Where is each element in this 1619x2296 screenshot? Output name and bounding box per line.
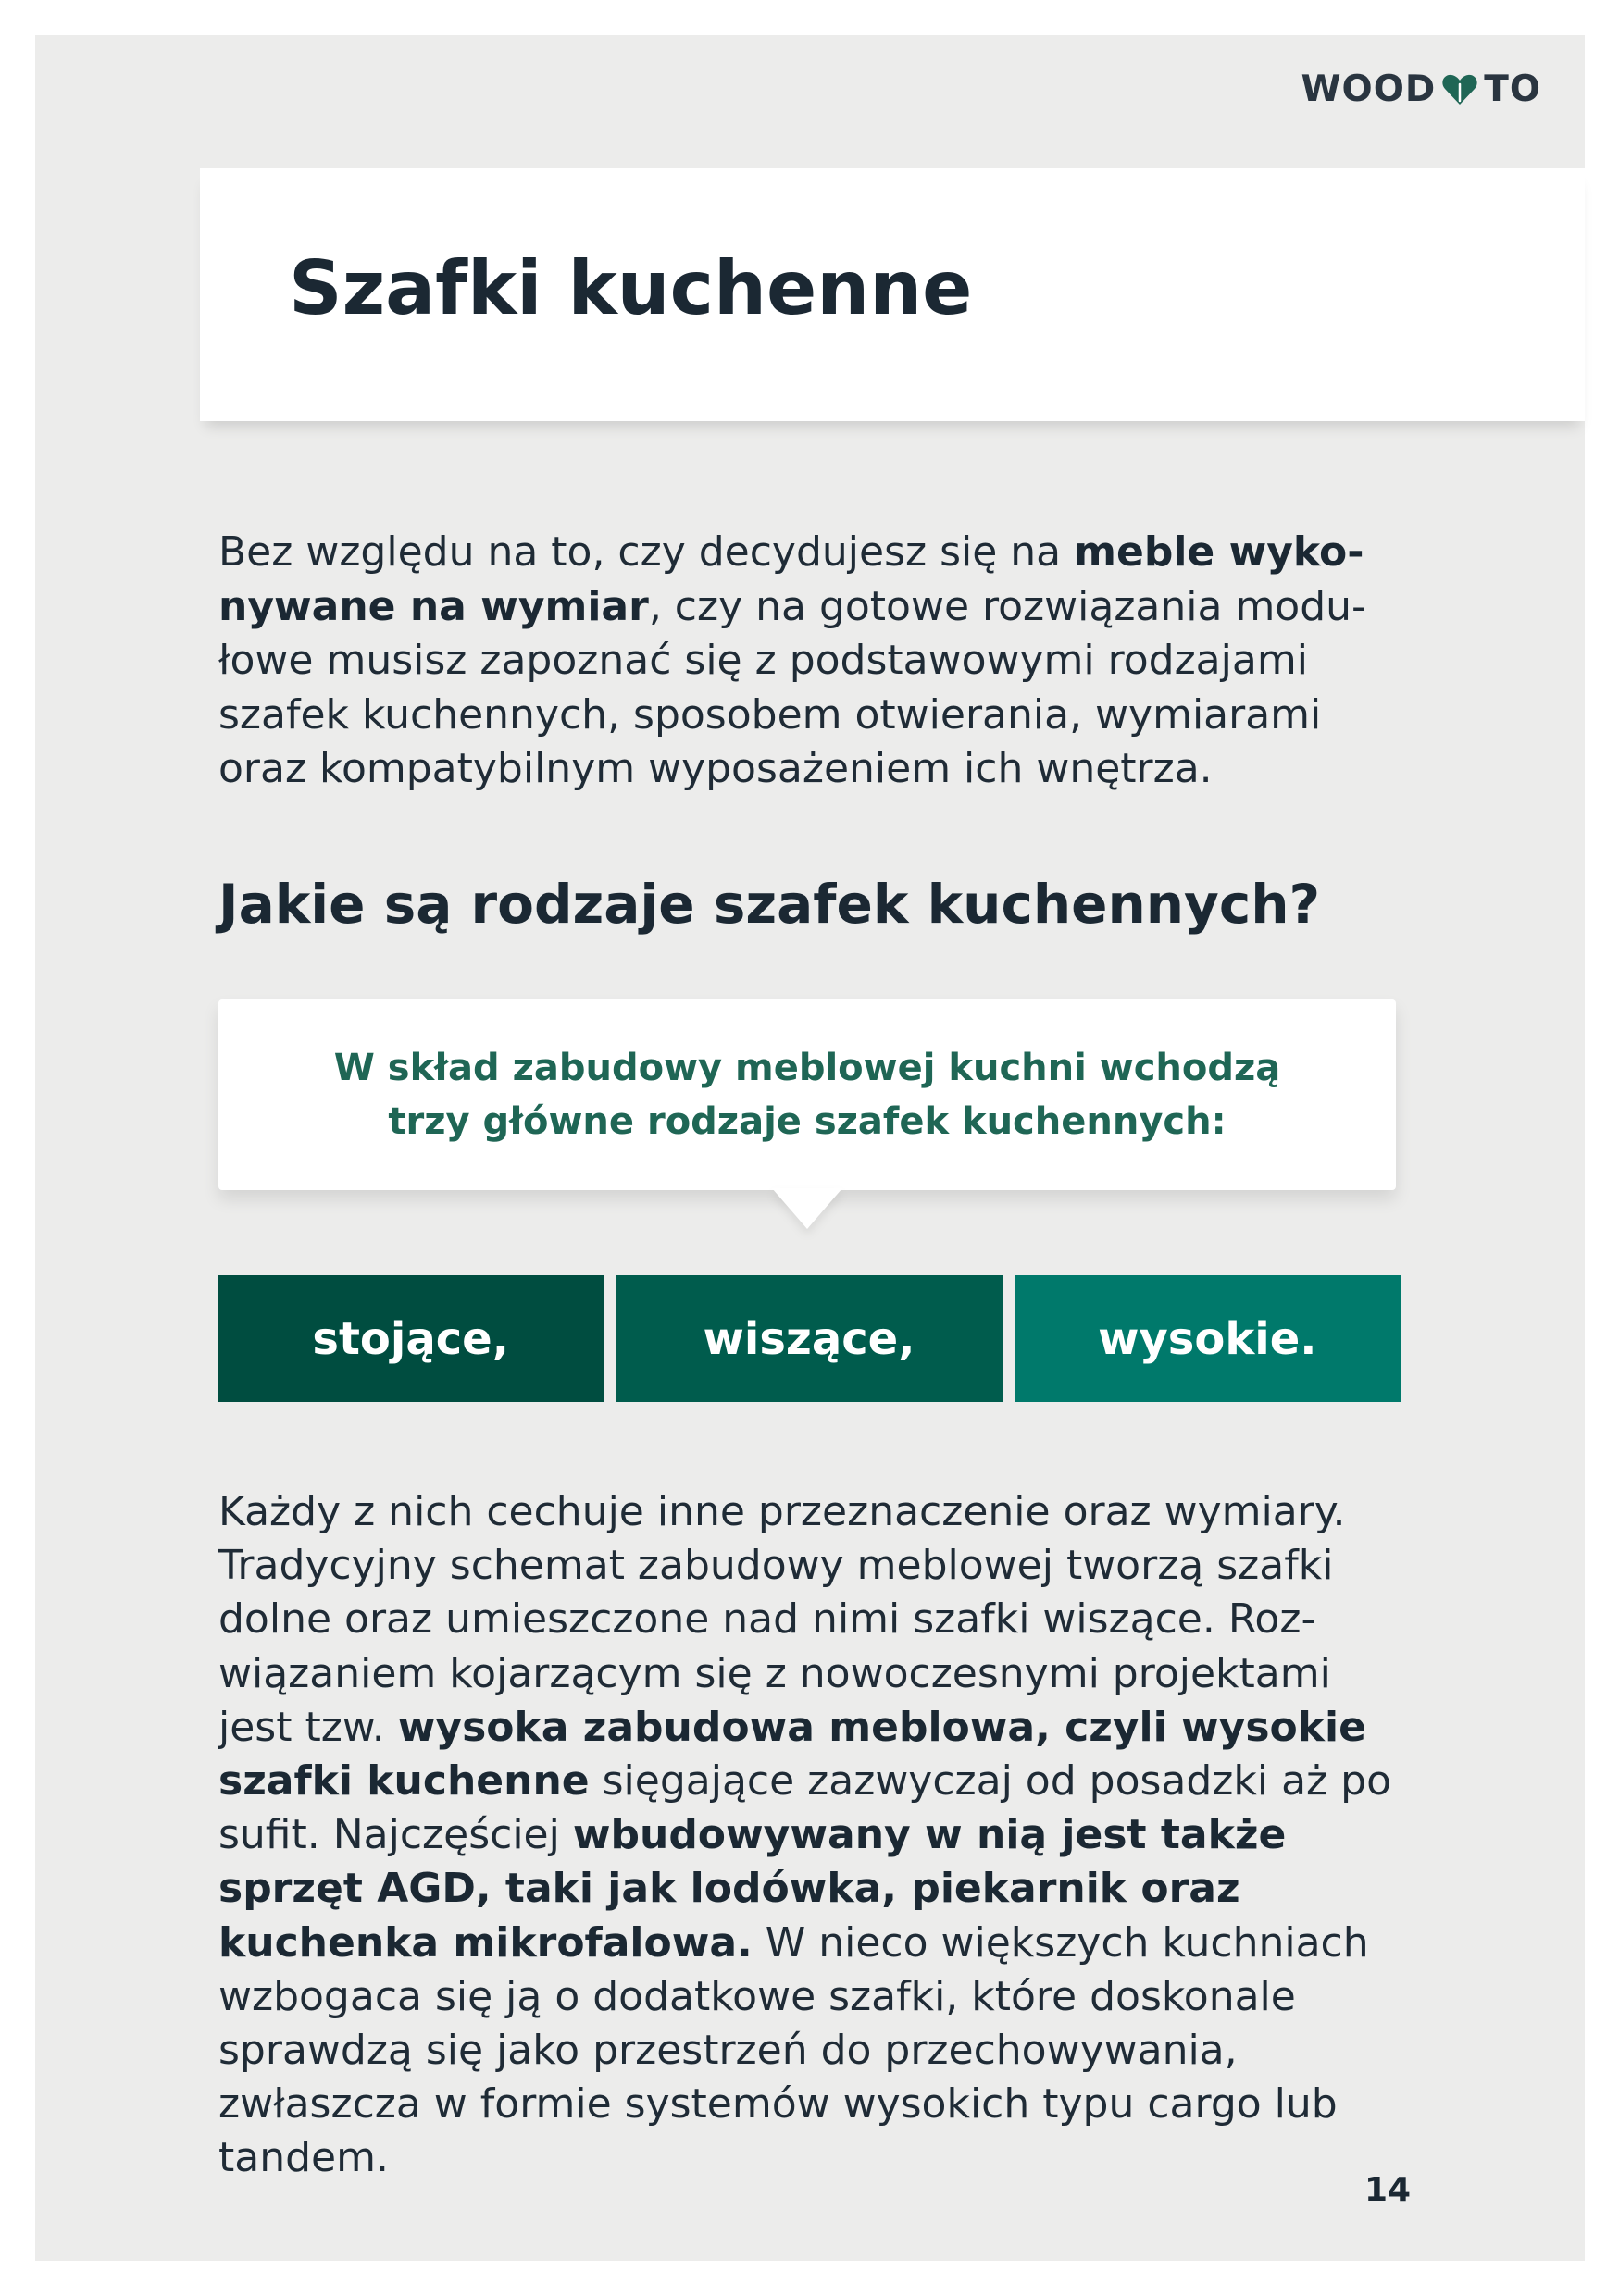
cabinet-type-standing: stojące, [218,1275,604,1402]
body-bold-1: wysoka zabudowa meblowa, czyli wysokie szafki kuchenne [218,1703,1366,1806]
brand-logo [1301,68,1541,110]
logo-text-to: TO [1484,68,1541,110]
cabinet-type-tall: wysokie. [1015,1275,1401,1402]
intro-text-2: , czy na gotowe rozwiązania modułowe musisz zapoznać się z podstawowymi rodzajami szafek kuchennych, sposobem otwierania, wymiarami oraz kompatybilnym wyposażeniem ich wnętrza. [218,582,1366,792]
callout-text [334,1041,1281,1148]
body-text-3: W nieco większych kuchniach wzbogaca się ją o dodatkowe szafki, które doskonale sprawdzą się jako przestrzeń do przechowywania, zwłaszcza w formie systemów wysokich typu cargo lub tandem. [218,1918,1369,2182]
page-number: 14 [1364,2171,1412,2209]
heart-icon [1441,73,1478,106]
body-bold-2: wbudowywany w nią jest także sprzęt AGD, taki jak lodówka, piekarnik oraz kuchenka mikrofalowa. [218,1811,1287,1967]
callout-box [218,999,1396,1190]
intro-paragraph [218,526,1413,797]
callout-line-1: W skład zabudowy meblowej kuchni wchodzą [333,1047,1281,1089]
section-heading: Jakie są rodzaje szafek kuchennych? [218,873,1321,936]
body-text-2: sięgające zazwyczaj od posadzki aż po sufit. Najczęściej [218,1757,1391,1859]
callout-pointer [772,1188,842,1229]
body-paragraph [218,1485,1413,2186]
page-title: Szafki kuchenne [289,245,973,331]
intro-bold-1: meble wykonywane na wymiar [218,528,1364,630]
logo-text-wood: WOOD [1301,68,1437,110]
cabinet-type-hanging: wiszące, [616,1275,1002,1402]
title-card [200,168,1585,421]
intro-text-1: Bez względu na to, czy decydujesz się na [218,528,1075,576]
cabinet-types [218,1275,1401,1402]
body-text-1: Każdy z nich cechuje inne przeznaczenie oraz wymiary. Tradycyjny schemat zabudowy meblowej tworzą szafki dolne oraz umieszczone nad nimi szafki wiszące. Rozwiązaniem kojarzącym się z nowoczesnymi projektami jest tzw. [218,1488,1346,1751]
callout-line-2: trzy główne rodzaje szafek kuchennych: [388,1100,1227,1143]
